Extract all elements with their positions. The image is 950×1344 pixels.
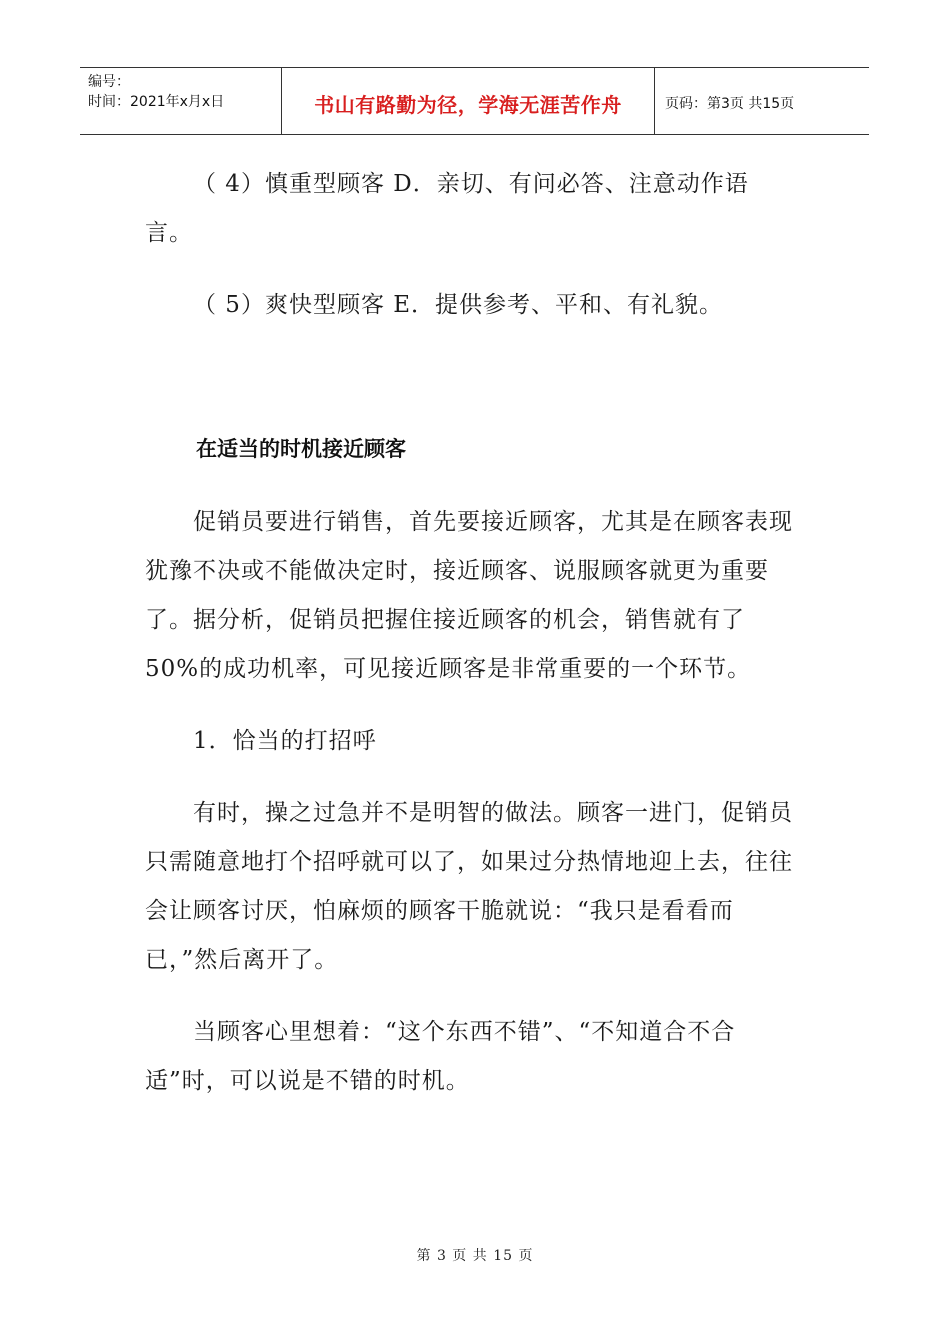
list-item-4: （ 4）慎重型顾客 D．亲切、有问必答、注意动作语言。 [145,171,749,246]
header-meta [80,68,282,134]
page-footer: 第 3 页 共 15 页 [416,1248,534,1264]
list-item-5: （ 5）爽快型顾客 E．提供参考、平和、有礼貌。 [193,292,724,318]
document-header [80,67,869,135]
document-body [145,160,795,330]
paragraph-timing: 当顾客心里想着：“这个东西不错”、“不知道合不合适”时，可以说是不错的时机。 [145,1019,736,1094]
section-title: 在适当的时机接近顾客 [196,437,406,461]
header-motto-cell [282,68,655,134]
header-page-cell [655,68,869,134]
date-label: 时间：2021年x月x日 [88,94,225,110]
number-label: 编号： [88,74,130,90]
subheading-greeting: 1．恰当的打招呼 [193,728,377,754]
page-info: 页码：第3页 共15页 [665,96,795,112]
document-body-2 [145,498,795,1106]
paragraph-approach: 促销员要进行销售，首先要接近顾客，尤其是在顾客表现犹豫不决或不能做决定时，接近顾客、说服顾客就更为重要了。据分析，促销员把握住接近顾客的机会，销售就有了 50%的成功机率，可见接近顾客是非常重要的一个环节。 [145,509,793,682]
motto-text: 书山有路勤为径，学海无涯苦作舟 [314,92,622,117]
paragraph-greeting: 有时，操之过急并不是明智的做法。顾客一进门，促销员只需随意地打个招呼就可以了，如果过分热情地迎上去，往往会让顾客讨厌，怕麻烦的顾客干脆就说：“我只是看看而已，”然后离开了。 [145,800,793,973]
